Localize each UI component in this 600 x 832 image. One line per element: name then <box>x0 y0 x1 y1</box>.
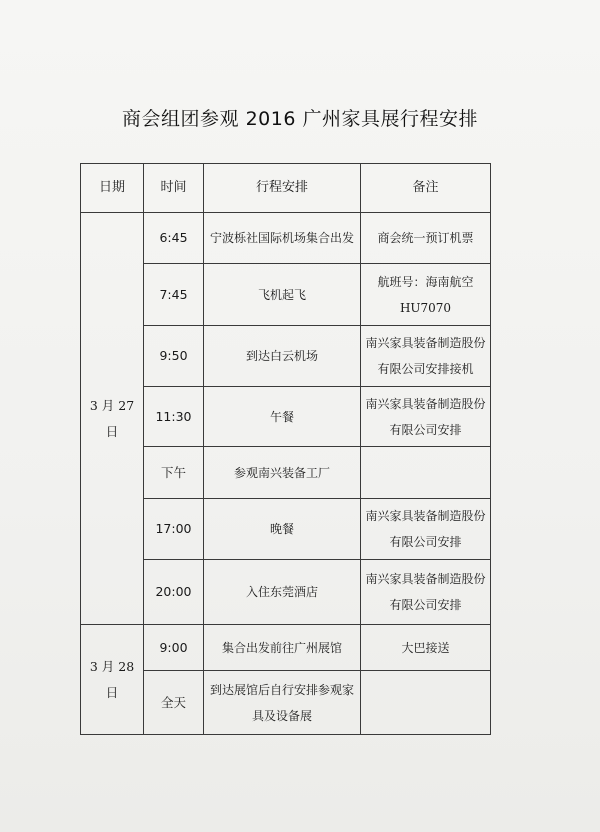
time-cell: 下午 <box>144 447 204 499</box>
note-line: 大巴接送 <box>401 640 450 655</box>
note-line: 商会统一预订机票 <box>377 231 474 245</box>
table-row <box>81 625 491 671</box>
activity-cell: 入住东莞酒店 <box>204 560 361 625</box>
activity-cell: 参观南兴装备工厂 <box>204 447 361 499</box>
note-line: 南兴家具装备制造股份 <box>365 572 486 586</box>
table-row <box>81 213 491 264</box>
date-cell: 3 月 28 日 <box>81 625 144 735</box>
header-row <box>81 164 491 213</box>
note-cell <box>361 499 491 560</box>
date-cell: 3 月 27 日 <box>81 213 144 625</box>
note-cell <box>361 326 491 387</box>
activity-cell <box>204 671 361 735</box>
note-line: 有限公司安排 <box>389 598 462 612</box>
note-line: 南兴家具装备制造股份 <box>365 396 486 411</box>
activity-cell: 飞机起飞 <box>204 264 361 326</box>
activity-cell: 到达白云机场 <box>204 326 361 387</box>
document-title: 商会组团参观 2016 广州家具展行程安排 <box>122 108 478 130</box>
note-line: HU7070 <box>399 300 452 315</box>
activity-cell: 集合出发前往广州展馆 <box>204 625 361 671</box>
note-line: 南兴家具装备制造股份 <box>365 336 486 350</box>
note-line: 有限公司安排 <box>389 535 462 549</box>
header-activity: 行程安排 <box>204 164 361 213</box>
schedule-table <box>80 163 491 735</box>
time-cell: 6:45 <box>144 213 204 264</box>
activity-line: 具及设备展 <box>251 708 312 723</box>
note-line: 有限公司安排 <box>389 422 462 437</box>
note-line: 航班号：海南航空 <box>377 274 474 289</box>
note-line: 有限公司安排接机 <box>377 362 474 376</box>
time-cell: 9:00 <box>144 625 204 671</box>
note-cell <box>361 560 491 625</box>
time-cell: 全天 <box>144 671 204 735</box>
activity-cell: 午餐 <box>204 387 361 447</box>
activity-line: 到达展馆后自行安排参观家 <box>209 682 354 697</box>
header-time: 时间 <box>144 164 204 213</box>
note-cell <box>361 625 491 671</box>
note-cell <box>361 447 491 499</box>
time-cell: 9:50 <box>144 326 204 387</box>
header-note: 备注 <box>361 164 491 213</box>
header-date: 日期 <box>81 164 144 213</box>
note-line: 南兴家具装备制造股份 <box>365 509 486 523</box>
note-cell <box>361 264 491 326</box>
time-cell: 11:30 <box>144 387 204 447</box>
activity-cell: 晚餐 <box>204 499 361 560</box>
time-cell: 7:45 <box>144 264 204 326</box>
note-cell <box>361 213 491 264</box>
note-cell <box>361 387 491 447</box>
time-cell: 20:00 <box>144 560 204 625</box>
activity-cell: 宁波栎社国际机场集合出发 <box>204 213 361 264</box>
time-cell: 17:00 <box>144 499 204 560</box>
note-cell <box>361 671 491 735</box>
